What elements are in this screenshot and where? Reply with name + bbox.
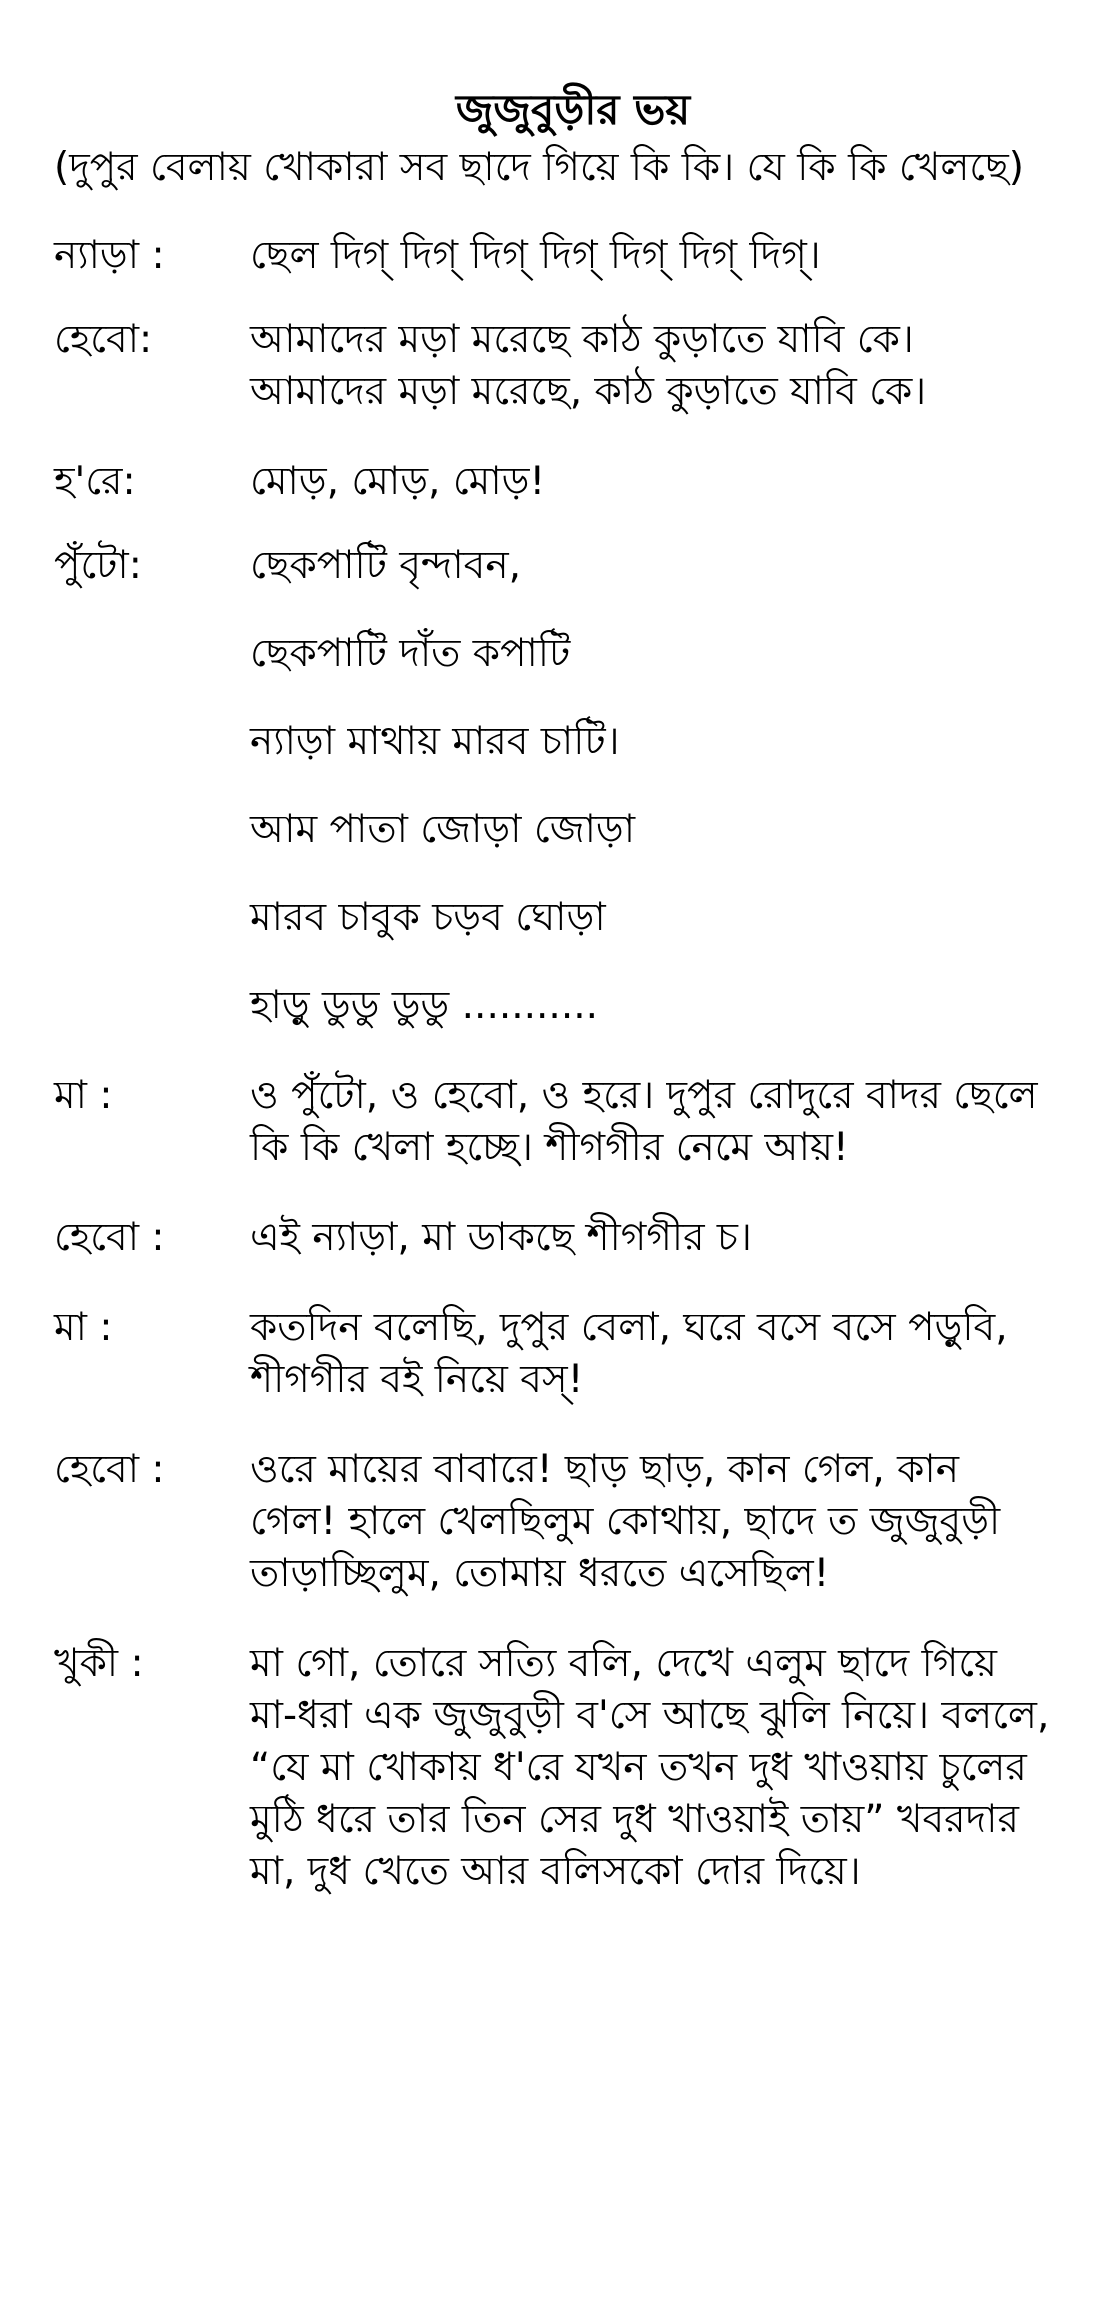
speaker-name: হেবো: bbox=[54, 317, 153, 362]
dialogue-text: ছেল দিগ্ দিগ্ দিগ্ দিগ্ দিগ্ দিগ্ দিগ্। bbox=[250, 233, 821, 278]
dialogue-text: আমাদের মড়া মরেছে কাঠ কুড়াতে যাবি কে। আমাদের মড়া মরেছে, কাঠ কুড়াতে যাবি কে। bbox=[250, 317, 927, 414]
dialogue-text: এই ন্যাড়া, মা ডাকছে শীগগীর চ। bbox=[250, 1215, 752, 1260]
verse-line bbox=[54, 804, 1052, 856]
dialogue-line bbox=[54, 456, 1052, 508]
dialogue-line bbox=[54, 1070, 1052, 1174]
speaker-name: মা : bbox=[54, 1305, 113, 1350]
dialogue-text: ছেকপাটি বৃন্দাবন, bbox=[250, 543, 522, 588]
dialogue-line bbox=[54, 230, 1052, 282]
dialogue-line bbox=[54, 540, 1052, 592]
speaker-name: মা : bbox=[54, 1073, 113, 1118]
dialogue-text: ছেকপাটি দাঁত কপাটি bbox=[250, 631, 571, 676]
verse-line bbox=[54, 892, 1052, 944]
dialogue-text: ন্যাড়া মাথায় মারব চাটি। bbox=[250, 719, 620, 764]
verse-line bbox=[54, 628, 1052, 680]
dialogue-text: হাড়ু ডুডু ডুডু ........... bbox=[250, 983, 599, 1028]
stage-direction: (দুপুর বেলায় খোকারা সব ছাদে গিয়ে কি কি। যে কি কি খেলছে) bbox=[54, 145, 1024, 190]
speaker-name: ন্যাড়া : bbox=[54, 233, 165, 278]
dialogue-line bbox=[54, 1212, 1052, 1264]
speaker-name: খুকী : bbox=[54, 1641, 144, 1686]
dialogue-text: মোড়, মোড়, মোড়! bbox=[250, 459, 546, 504]
dialogue-line bbox=[54, 314, 1052, 418]
document-title: জুজুবুড়ীর ভয় bbox=[455, 85, 691, 134]
dialogue-text: মা গো, তোরে সত্যি বলি, দেখে এলুম ছাদে গিয়ে মা-ধরা এক জুজুবুড়ী ব'সে আছে ঝুলি নিয়ে। বললে, “যে মা খোকায় ধ'রে যখন তখন দুধ খাওয়ায় চুলের মুঠি ধরে তার তিন সের দুধ খাওয়াই তায়” খবরদার মা, দুধ খেতে আর বলিসকো দোর দিয়ে। bbox=[250, 1641, 1050, 1894]
speaker-name: হ'রে: bbox=[54, 459, 136, 504]
speaker-name: পুঁটো: bbox=[54, 543, 142, 588]
dialogue-text: ও পুঁটো, ও হেবো, ও হরে। দুপুর রোদুরে বাদর ছেলে কি কি খেলা হচ্ছে। শীগগীর নেমে আয়! bbox=[250, 1073, 1038, 1170]
dialogue-line bbox=[54, 1638, 1052, 1898]
speaker-name: হেবো : bbox=[54, 1215, 165, 1260]
dialogue-line bbox=[54, 1302, 1052, 1406]
speaker-name: হেবো : bbox=[54, 1447, 165, 1492]
dialogue-text: ওরে মায়ের বাবারে! ছাড় ছাড়, কান গেল, কান গেল! হালে খেলছিলুম কোথায়, ছাদে ত জুজুবুড়ী তাড়াচ্ছিলুম, তোমায় ধরতে এসেছিল! bbox=[250, 1447, 1001, 1596]
dialogue-line bbox=[54, 1444, 1052, 1600]
dialogue-text: কতদিন বলেছি, দুপুর বেলা, ঘরে বসে বসে পড়ুবি, শীগগীর বই নিয়ে বস্! bbox=[250, 1305, 1008, 1402]
verse-line bbox=[54, 716, 1052, 768]
dialogue-text: আম পাতা জোড়া জোড়া bbox=[250, 807, 636, 852]
dialogue-text: মারব চাবুক চড়ব ঘোড়া bbox=[250, 895, 606, 940]
verse-line bbox=[54, 980, 1052, 1032]
